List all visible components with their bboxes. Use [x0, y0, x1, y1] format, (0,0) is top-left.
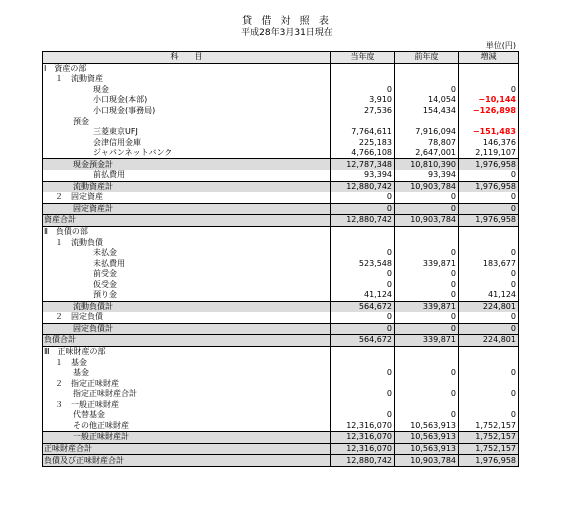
- row-label: 負債合計: [43, 335, 331, 347]
- change-value: 0: [459, 248, 519, 259]
- change-value: 0: [459, 85, 519, 96]
- balance-sheet: [42, 51, 518, 467]
- header-row: [43, 52, 519, 64]
- current-year-value: [331, 400, 395, 411]
- row-label: 固定負債計: [43, 323, 331, 335]
- row-label: 前払費用: [43, 170, 331, 181]
- table-row: [43, 368, 519, 379]
- unit-label: 単位(円): [485, 41, 516, 50]
- change-value: [459, 346, 519, 357]
- row-label: 一般正味財産計: [43, 432, 331, 444]
- table-row: [43, 192, 519, 203]
- row-label: 現金: [43, 85, 331, 96]
- row-label: 流動負債計: [43, 301, 331, 312]
- table-row: [43, 323, 519, 335]
- previous-year-value: 7,916,094: [395, 127, 459, 138]
- table-row: [43, 279, 519, 290]
- current-year-value: 12,880,742: [331, 181, 395, 192]
- row-label: 指定正味財産合計: [43, 389, 331, 400]
- row-label: １ 流動資産: [43, 74, 331, 85]
- previous-year-value: 10,903,784: [395, 215, 459, 227]
- current-year-value: 12,880,742: [331, 215, 395, 227]
- current-year-value: [331, 357, 395, 368]
- table-row: [43, 248, 519, 259]
- current-year-value: 4,766,108: [331, 148, 395, 159]
- table-row: [43, 106, 519, 117]
- current-year-value: 564,672: [331, 335, 395, 347]
- change-value: 1,752,157: [459, 432, 519, 444]
- change-value: 224,801: [459, 335, 519, 347]
- table-row: [43, 127, 519, 138]
- row-label: 基金: [43, 368, 331, 379]
- change-value: 0: [459, 323, 519, 335]
- current-year-value: [331, 226, 395, 237]
- current-year-value: 0: [331, 269, 395, 280]
- row-label: 小口現金(事務局): [43, 106, 331, 117]
- current-year-value: 0: [331, 323, 395, 335]
- row-label: １ 流動負債: [43, 237, 331, 248]
- current-year-value: 0: [331, 389, 395, 400]
- current-year-value: [331, 346, 395, 357]
- previous-year-value: 14,054: [395, 95, 459, 106]
- table-row: [43, 335, 519, 347]
- previous-year-value: [395, 237, 459, 248]
- table-row: [43, 237, 519, 248]
- row-label: その他正味財産: [43, 421, 331, 432]
- row-label: 未払費用: [43, 258, 331, 269]
- table-row: [43, 159, 519, 170]
- current-year-value: 225,183: [331, 137, 395, 148]
- table-row: [43, 258, 519, 269]
- change-value: 0: [459, 170, 519, 181]
- current-year-value: [331, 116, 395, 127]
- previous-year-value: [395, 357, 459, 368]
- change-value: 183,677: [459, 258, 519, 269]
- table-row: [43, 290, 519, 301]
- change-value: 1,976,958: [459, 181, 519, 192]
- previous-year-value: 0: [395, 368, 459, 379]
- table-row: [43, 455, 519, 467]
- previous-year-value: [395, 346, 459, 357]
- header-account: 科 目: [43, 52, 331, 64]
- previous-year-value: 339,871: [395, 335, 459, 347]
- change-value: 0: [459, 312, 519, 323]
- current-year-value: [331, 237, 395, 248]
- previous-year-value: 0: [395, 279, 459, 290]
- current-year-value: 12,316,070: [331, 432, 395, 444]
- previous-year-value: [395, 226, 459, 237]
- table-row: [43, 410, 519, 421]
- document-date: 平成28年3月31日現在: [241, 28, 333, 38]
- current-year-value: 564,672: [331, 301, 395, 312]
- previous-year-value: 0: [395, 85, 459, 96]
- previous-year-value: 0: [395, 410, 459, 421]
- change-value: 1,752,157: [459, 421, 519, 432]
- change-value: 1,976,958: [459, 455, 519, 467]
- row-label: 前受金: [43, 269, 331, 280]
- current-year-value: 0: [331, 192, 395, 203]
- previous-year-value: 0: [395, 389, 459, 400]
- current-year-value: [331, 378, 395, 389]
- change-value: 0: [459, 410, 519, 421]
- table-row: [43, 389, 519, 400]
- previous-year-value: 0: [395, 203, 459, 215]
- current-year-value: 0: [331, 368, 395, 379]
- table-row: [43, 203, 519, 215]
- previous-year-value: [395, 400, 459, 411]
- row-label: Ⅲ 正味財産の部: [43, 346, 331, 357]
- change-value: −151,483: [459, 127, 519, 138]
- previous-year-value: 154,434: [395, 106, 459, 117]
- current-year-value: 0: [331, 312, 395, 323]
- change-value: [459, 116, 519, 127]
- previous-year-value: 0: [395, 192, 459, 203]
- change-value: −126,898: [459, 106, 519, 117]
- previous-year-value: 10,903,784: [395, 181, 459, 192]
- balance-sheet-table: [42, 51, 519, 467]
- change-value: [459, 226, 519, 237]
- previous-year-value: 0: [395, 269, 459, 280]
- document-title: 貸 借 対 照 表: [242, 16, 332, 27]
- table-row: [43, 378, 519, 389]
- change-value: 0: [459, 389, 519, 400]
- table-row: [43, 269, 519, 280]
- table-row: [43, 170, 519, 181]
- previous-year-value: 2,647,001: [395, 148, 459, 159]
- current-year-value: 523,548: [331, 258, 395, 269]
- row-label: 預金: [43, 116, 331, 127]
- previous-year-value: 93,394: [395, 170, 459, 181]
- current-year-value: 0: [331, 248, 395, 259]
- previous-year-value: 10,810,390: [395, 159, 459, 170]
- table-row: [43, 432, 519, 444]
- row-label: 未払金: [43, 248, 331, 259]
- current-year-value: 12,316,070: [331, 421, 395, 432]
- row-label: 負債及び正味財産合計: [43, 455, 331, 467]
- table-row: [43, 312, 519, 323]
- change-value: 1,976,958: [459, 215, 519, 227]
- table-row: [43, 346, 519, 357]
- row-label: １ 基金: [43, 357, 331, 368]
- row-label: ２ 指定正味財産: [43, 378, 331, 389]
- table-row: [43, 137, 519, 148]
- change-value: [459, 400, 519, 411]
- current-year-value: 12,787,348: [331, 159, 395, 170]
- change-value: [459, 74, 519, 85]
- previous-year-value: 0: [395, 248, 459, 259]
- previous-year-value: 10,563,913: [395, 421, 459, 432]
- current-year-value: 0: [331, 279, 395, 290]
- current-year-value: 0: [331, 203, 395, 215]
- row-label: Ⅱ 負債の部: [43, 226, 331, 237]
- table-row: [43, 301, 519, 312]
- row-label: 代替基金: [43, 410, 331, 421]
- current-year-value: 7,764,611: [331, 127, 395, 138]
- current-year-value: 93,394: [331, 170, 395, 181]
- table-row: [43, 226, 519, 237]
- previous-year-value: 0: [395, 290, 459, 301]
- previous-year-value: [395, 63, 459, 74]
- change-value: [459, 237, 519, 248]
- row-label: 会津信用金庫: [43, 137, 331, 148]
- current-year-value: [331, 74, 395, 85]
- current-year-value: [331, 63, 395, 74]
- change-value: 1,752,157: [459, 443, 519, 455]
- row-label: 三菱東京UFJ: [43, 127, 331, 138]
- current-year-value: 12,880,742: [331, 455, 395, 467]
- previous-year-value: 339,871: [395, 258, 459, 269]
- header-previous-year: 前年度: [395, 52, 459, 64]
- current-year-value: 27,536: [331, 106, 395, 117]
- previous-year-value: [395, 116, 459, 127]
- header-current-year: 当年度: [331, 52, 395, 64]
- table-row: [43, 181, 519, 192]
- table-row: [43, 421, 519, 432]
- row-label: 小口現金(本部): [43, 95, 331, 106]
- current-year-value: 0: [331, 410, 395, 421]
- table-row: [43, 74, 519, 85]
- current-year-value: 12,316,070: [331, 443, 395, 455]
- change-value: [459, 63, 519, 74]
- table-row: [43, 63, 519, 74]
- table-row: [43, 215, 519, 227]
- table-row: [43, 95, 519, 106]
- row-label: ３ 一般正味財産: [43, 400, 331, 411]
- change-value: [459, 378, 519, 389]
- change-value: 41,124: [459, 290, 519, 301]
- row-label: 仮受金: [43, 279, 331, 290]
- row-label: ２ 固定資産: [43, 192, 331, 203]
- change-value: 0: [459, 192, 519, 203]
- table-body: [43, 63, 519, 466]
- table-row: [43, 400, 519, 411]
- change-value: 2,119,107: [459, 148, 519, 159]
- table-row: [43, 357, 519, 368]
- previous-year-value: 339,871: [395, 301, 459, 312]
- previous-year-value: 78,807: [395, 137, 459, 148]
- previous-year-value: [395, 378, 459, 389]
- change-value: 146,376: [459, 137, 519, 148]
- previous-year-value: 10,903,784: [395, 455, 459, 467]
- header-change: 増減: [459, 52, 519, 64]
- change-value: 224,801: [459, 301, 519, 312]
- change-value: 0: [459, 279, 519, 290]
- current-year-value: 3,910: [331, 95, 395, 106]
- current-year-value: 0: [331, 85, 395, 96]
- row-label: ジャパンネットバンク: [43, 148, 331, 159]
- change-value: [459, 357, 519, 368]
- table-row: [43, 148, 519, 159]
- previous-year-value: 0: [395, 323, 459, 335]
- row-label: ２ 固定負債: [43, 312, 331, 323]
- current-year-value: 41,124: [331, 290, 395, 301]
- change-value: −10,144: [459, 95, 519, 106]
- table-row: [43, 85, 519, 96]
- change-value: 0: [459, 203, 519, 215]
- change-value: 0: [459, 368, 519, 379]
- row-label: 資産合計: [43, 215, 331, 227]
- previous-year-value: 10,563,913: [395, 432, 459, 444]
- row-label: 預り金: [43, 290, 331, 301]
- row-label: 正味財産合計: [43, 443, 331, 455]
- change-value: 0: [459, 269, 519, 280]
- change-value: 1,976,958: [459, 159, 519, 170]
- previous-year-value: [395, 74, 459, 85]
- table-row: [43, 443, 519, 455]
- table-row: [43, 116, 519, 127]
- previous-year-value: 10,563,913: [395, 443, 459, 455]
- previous-year-value: 0: [395, 312, 459, 323]
- row-label: 固定資産計: [43, 203, 331, 215]
- row-label: Ⅰ 資産の部: [43, 63, 331, 74]
- row-label: 現金預金計: [43, 159, 331, 170]
- row-label: 流動資産計: [43, 181, 331, 192]
